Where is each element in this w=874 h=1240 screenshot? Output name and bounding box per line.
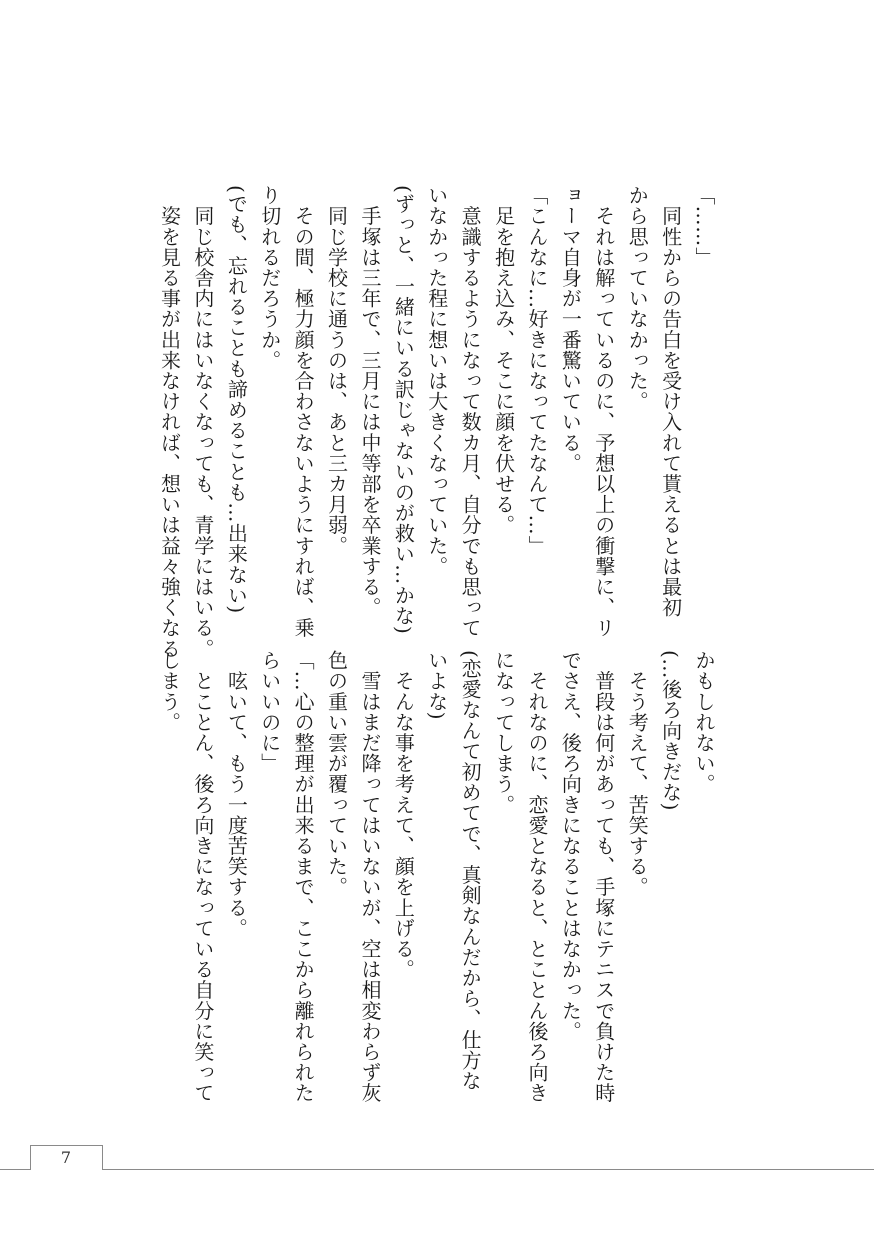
text-column: 「……」 — [692, 185, 716, 268]
text-column: しまう。 — [157, 650, 182, 733]
footer-rule-left — [0, 1169, 30, 1170]
text-column: いなかった程に想いは大きくなっていた。 — [424, 185, 449, 577]
text-column: 手塚は三年で、三月には中等部を卒業する。 — [357, 185, 382, 618]
text-column: 普段は何があっても、手塚にテニスで負けた時 — [591, 650, 616, 1104]
text-column: 姿を見る事が出来なければ、想いは益々強くなる — [157, 185, 182, 659]
text-column: かもしれない。 — [692, 650, 716, 795]
upper-text-block — [152, 185, 720, 659]
text-column: ョーマ自身が一番驚いている。 — [558, 185, 583, 474]
text-column: 色の重い雲が覆っていた。 — [324, 650, 349, 898]
text-column: その間、極力顔を合わさないようにすれば、乗 — [291, 185, 316, 639]
text-column: それなのに、恋愛となると、とことん後ろ向き — [524, 650, 549, 1104]
text-column: 同性からの告白を受け入れて貰えるとは最初 — [658, 185, 683, 618]
text-column: 呟いて、もう一度苦笑する。 — [224, 650, 249, 939]
text-column: (でも、忘れることも諦めることも…出来ない) — [224, 185, 249, 614]
text-column: いよな) — [424, 650, 449, 721]
footer-rule-right — [102, 1169, 874, 1170]
text-column: (恋愛なんて初めてで、真剣なんだから、仕方な — [458, 650, 483, 1092]
text-column: とことん、後ろ向きになっている自分に笑って — [190, 650, 215, 1104]
text-column: でさえ、後ろ向きになることはなかった。 — [558, 650, 583, 1042]
text-column: 同じ学校に通うのは、あと三カ月弱。 — [324, 185, 349, 556]
text-column: 足を抱え込み、そこに顔を伏せる。 — [491, 185, 516, 536]
text-column: そんな事を考えて、顔を上げる。 — [391, 650, 416, 980]
text-column: それは解っているのに、予想以上の衝撃に、リ — [591, 185, 616, 639]
folio-box-right — [102, 1145, 103, 1170]
lower-text-block — [152, 650, 720, 1104]
text-column: らいいのに」 — [257, 650, 282, 774]
page-number: 7 — [60, 1148, 72, 1167]
text-column: (…後ろ向きだな) — [658, 650, 683, 812]
text-column: 雪はまだ降ってはいないが、空は相変わらず灰 — [357, 650, 382, 1104]
text-column: 「こんなに…好きになってたなんて…」 — [524, 185, 549, 556]
text-column: になってしまう。 — [491, 650, 516, 815]
text-column: 意識するようになって数カ月、自分でも思って — [458, 185, 483, 639]
text-column: から思っていなかった。 — [625, 185, 650, 412]
text-column: 「…心の整理が出来るまで、ここから離れられた — [291, 650, 316, 1104]
text-column: 同じ校舎内にはいなくなっても、青学にはいる。 — [190, 185, 215, 659]
text-column: そう考えて、苦笑する。 — [625, 650, 650, 898]
text-column: (ずっと、一緒にいる訳じゃないのが救い…かな) — [391, 185, 416, 635]
text-column: り切れるだろうか。 — [257, 185, 282, 371]
